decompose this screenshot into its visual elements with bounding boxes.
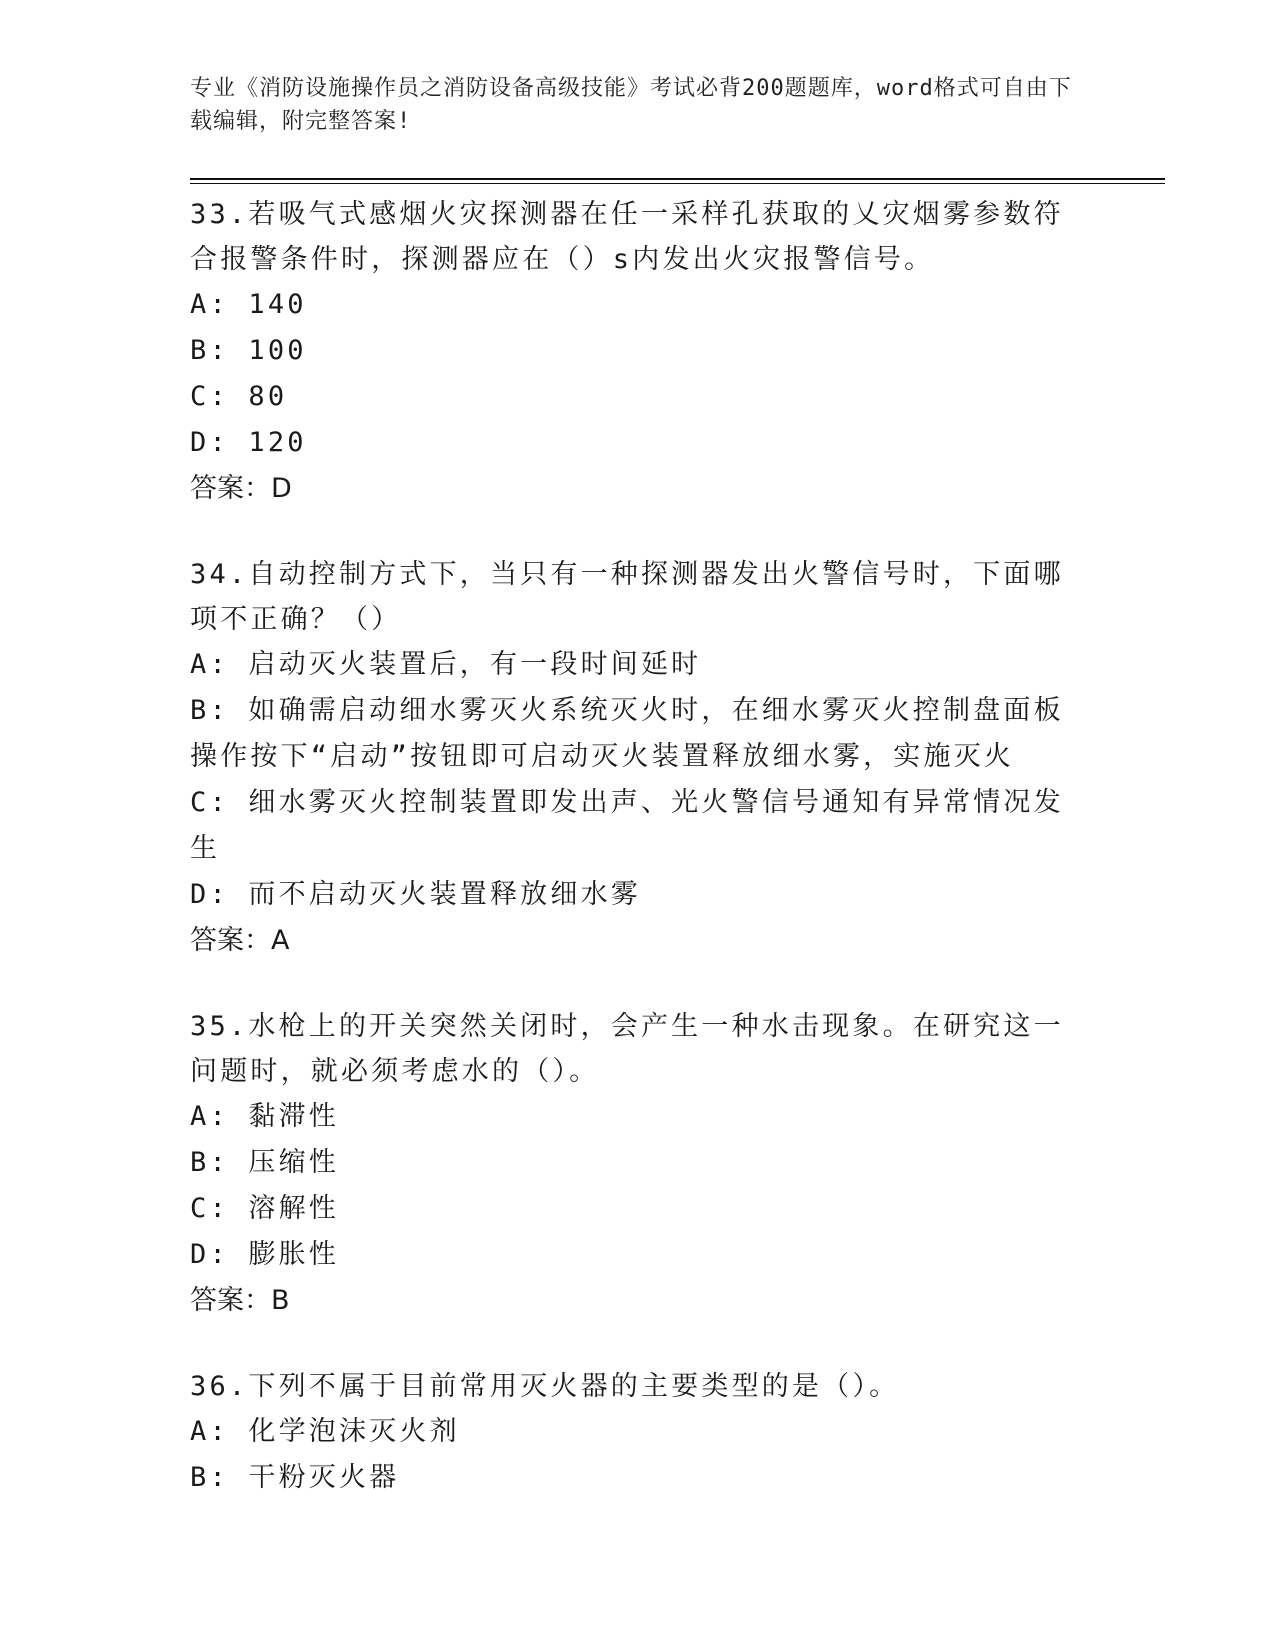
question-36: [190, 1364, 1090, 1501]
option-c: C: 80: [190, 381, 288, 412]
option-c: C: 细水雾灭火控制装置即发出声、光火警信号通知有异常情况发生: [190, 787, 1064, 864]
question-stem: 34.自动控制方式下，当只有一种探测器发出火警信号时，下面哪项不正确？（）: [190, 559, 1064, 635]
question-stem: 33.若吸气式感烟火灾探测器在任一采样孔获取的乂灾烟雾参数符合报警条件时，探测器应在（）s内发出火灾报警信号。: [190, 199, 1064, 275]
option-d: D: 而不启动灭火装置释放细水雾: [190, 879, 641, 910]
answer-label: 答案：D: [190, 473, 292, 504]
document-header: 专业《消防设施操作员之消防设备高级技能》考试必背200题题库，word格式可自由下载编辑，附完整答案!: [190, 76, 1072, 134]
option-a: A: 140: [190, 289, 307, 320]
header-divider-thin: [190, 183, 1165, 184]
question-34: [190, 552, 1090, 964]
header-divider-thick: [190, 178, 1165, 180]
option-a: A: 化学泡沫灭火剂: [190, 1416, 460, 1447]
question-33: [190, 192, 1090, 512]
option-b: B: 压缩性: [190, 1147, 339, 1178]
option-d: D: 120: [190, 427, 307, 458]
option-d: D: 膨胀性: [190, 1239, 339, 1270]
option-b: B: 干粉灭火器: [190, 1462, 400, 1493]
option-c: C: 溶解性: [190, 1193, 339, 1224]
option-a: A: 黏滞性: [190, 1101, 339, 1132]
question-list: [190, 192, 1090, 1541]
option-b: B: 如确需启动细水雾灭火系统灭火时，在细水雾灭火控制盘面板操作按下“启动”按钮即可启动灭火装置释放细水雾，实施灭火: [190, 695, 1064, 772]
answer-label: 答案：B: [190, 1285, 290, 1316]
question-stem: 36.下列不属于目前常用灭火器的主要类型的是（）。: [190, 1371, 900, 1402]
question-35: [190, 1004, 1090, 1324]
option-a: A: 启动灭火装置后，有一段时间延时: [190, 649, 702, 680]
answer-label: 答案：A: [190, 925, 290, 956]
question-stem: 35.水枪上的开关突然关闭时，会产生一种水击现象。在研究这一问题时，就必须考虑水的（）。: [190, 1011, 1064, 1087]
option-b: B: 100: [190, 335, 307, 366]
